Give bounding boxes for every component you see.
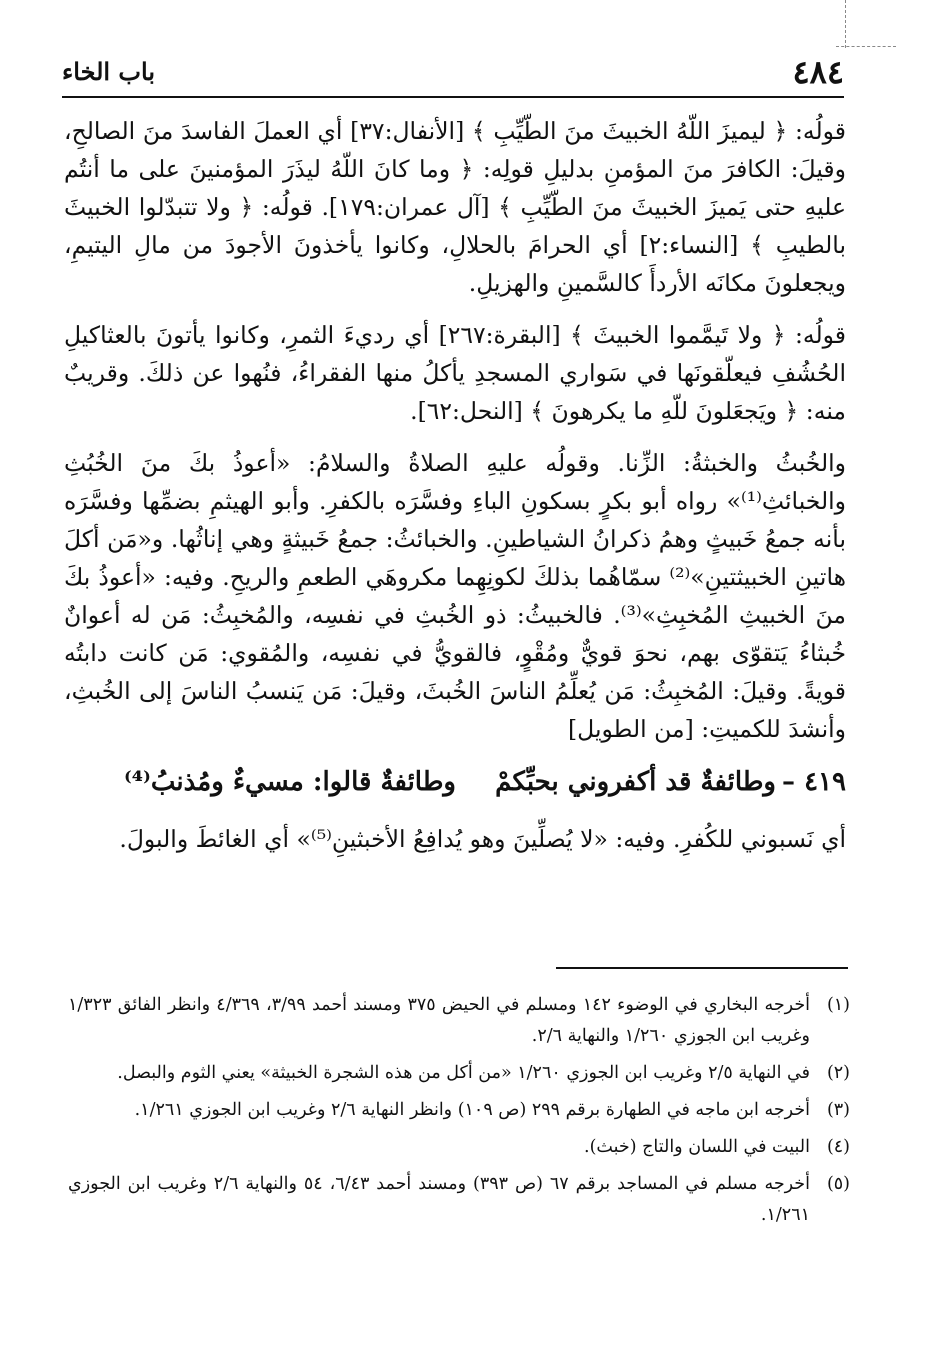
footnote-number: (٣) <box>826 1100 850 1120</box>
verse-hemistich-second: وطائفةٌ قالوا: مسيءٌ ومُذنبُ⁽⁴⁾ <box>124 767 456 797</box>
page-number: ٤٨٤ <box>792 53 844 91</box>
footnote <box>68 1095 850 1126</box>
footnote-text: أخرجه البخاري في الوضوء ١٤٢ ومسلم في الحيض ٣٧٥ ومسند أحمد ٣/٩٩، ٤/٣٦٩ وانظر الفائق ١/٣٢٣ وغريب ابن الجوزي ١/٢٦٠ والنهاية ٢/٦. <box>68 995 811 1046</box>
footnote-number: (٥) <box>826 1174 850 1194</box>
footnote <box>68 1169 850 1231</box>
verse-hemistich-first: وطائفةٌ قد أكفروني بحبِّكمْ <box>495 767 776 797</box>
footnote <box>68 1058 850 1089</box>
footnote-text: البيت في اللسان والتاج (خبث). <box>584 1137 810 1157</box>
footnote-number: (٤) <box>826 1137 850 1157</box>
verse-number: ٤١٩ – <box>782 767 846 797</box>
footnote <box>68 990 850 1052</box>
crop-mark-horizontal <box>836 46 896 47</box>
poetry-verse <box>64 762 846 802</box>
running-header <box>62 50 844 94</box>
section-title: باب الخاء <box>62 57 156 86</box>
paragraph-4: أي نَسبوني للكُفرِ. وفيه: «لا يُصلِّينَ وهو يُدافِعُ الأخبثينِ⁽⁵⁾» أي الغائطَ والبولَ. <box>119 825 846 853</box>
footnote-text: في النهاية ٢/٥ وغريب ابن الجوزي ١/٢٦٠ «من أكل من هذه الشجرة الخبيثة» يعني الثوم والبصل. <box>117 1063 810 1083</box>
footnote-rule <box>556 967 848 969</box>
footnote-number: (١) <box>826 995 850 1015</box>
crop-mark-vertical <box>845 0 846 48</box>
footnote <box>68 1132 850 1163</box>
footnote-number: (٢) <box>826 1063 850 1083</box>
footnote-text: أخرجه مسلم في المساجد برقم ٦٧ (ص ٣٩٣) ومسند أحمد ٦/٤٣، ٥٤ والنهاية ٢/٦ وغريب ابن الجوزي ١/٢٦١. <box>68 1174 810 1225</box>
header-rule <box>62 96 844 98</box>
main-text <box>64 112 846 872</box>
paragraph-1: قولُه: ﴿ ليميزَ اللّهُ الخبيثَ منَ الطّيِّبِ ﴾ [الأنفال:٣٧] أي العملَ الفاسدَ منَ الصالحِ، وقيلَ: الكافرَ منَ المؤمنِ بدليلِ قولِه: ﴿ وما كانَ اللّهُ ليذَرَ المؤمنينَ على ما أنتُم عليهِ حتى يَميزَ الخبيثَ منَ الطّيِّبِ ﴾ [آل عمران:١٧٩]. قولُه: ﴿ ولا تتبدّلوا الخبيثَ بالطيبِ ﴾ [النساء:٢] أي الحرامَ بالحلالِ، وكانوا يأخذونَ الأجودَ من مالِ اليتيمِ، ويجعلونَ مكانَه الأردأَ كالسَّمينِ والهزيلِ. <box>64 117 847 297</box>
paragraph-2: قولُه: ﴿ ولا تَيمَّموا الخبيثَ ﴾ [البقرة:٢٦٧] أي رديءَ الثمرِ، وكانوا يأتونَ بالعثاكيلِ الحُشُفِ فيعلّقونَها في سَواري المسجدِ يأكلُ منها الفقراءُ، فنُهوا عن ذلكَ. وقريبٌ منه: ﴿ ويَجعَلونَ للّهِ ما يكرهونَ ﴾ [النحل:٦٢]. <box>64 321 846 425</box>
footnotes <box>68 990 850 1237</box>
footnote-text: أخرجه ابن ماجه في الطهارة برقم ٢٩٩ (ص ١٠٩) وانظر النهاية ٢/٦ وغريب ابن الجوزي ١/٢٦١. <box>134 1100 810 1120</box>
paragraph-3: والخُبثُ والخبثةُ: الزِّنا. وقولُه عليهِ الصلاةُ والسلامُ: «أعوذُ بكَ منَ الخُبُثِ والخبائثِ⁽¹⁾» رواه أبو بكرٍ بسكونِ الباءِ وفسَّرَه بالكفرِ. وأبو الهيثمِ بضمِّها وفسَّرَه بأنه جمعُ خَبيثٍ وهمُ ذكرانُ الشياطينِ. والخبائثُ: جمعُ خَبيثةٍ وهي إناثُها. و«مَن أكلَ هاتينِ الخبيثتينِ»⁽²⁾ سمّاهُما بذلكَ لكونِهِما مكروهَي الطعمِ والريحِ. وفيه: «أعوذُ بكَ منَ الخبيثِ المُخبِثِ»⁽³⁾. فالخبيثُ: ذو الخُبثِ في نفسِه، والمُخبِثُ: مَن له أعوانٌ خُبثاءُ يَتقوّى بهم، نحوَ قويٌّ ومُقْوٍ، فالقويُّ في نفسِه، والمُقوي: مَن كانت دابتُه قويةً. وقيلَ: المُخبِثُ: مَن يُعلِّمُ الناسَ الخُبثَ، وقيلَ: مَن يَنسبُ الناسَ إلى الخُبثِ، وأنشدَ للكميتِ: [من الطويل] <box>64 449 847 743</box>
